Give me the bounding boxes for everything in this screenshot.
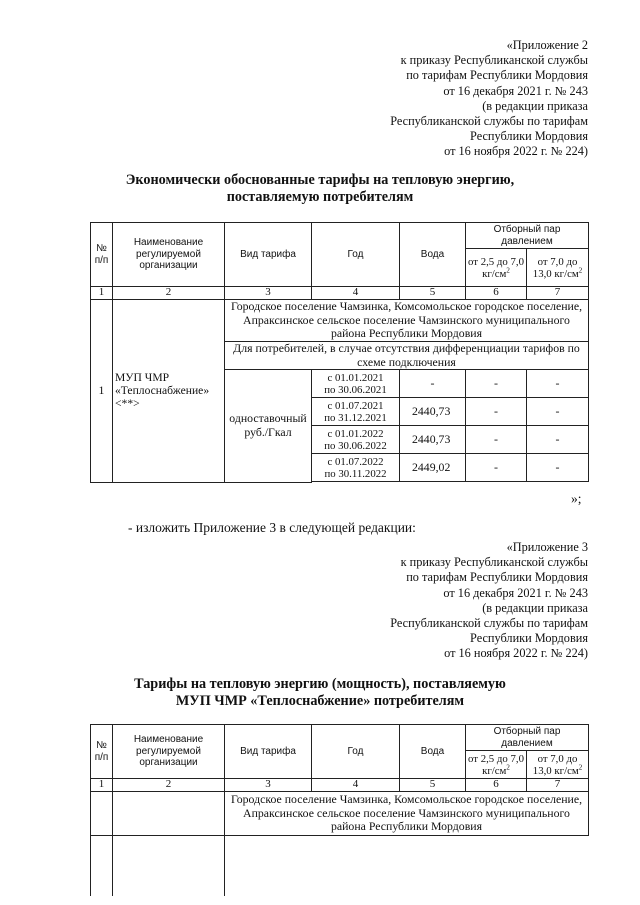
steam-low-value: -	[466, 370, 527, 398]
header-num: № п/п	[91, 725, 113, 779]
header-line: Республиканской службы по тарифам	[390, 114, 588, 129]
column-number-row: 1 2 3 4 5 6 7	[91, 779, 589, 792]
water-value: 2449,02	[400, 454, 466, 482]
table-2-title	[0, 676, 640, 710]
header-line: от 16 декабря 2021 г. № 243	[443, 585, 588, 600]
tariff-table-1	[90, 222, 589, 483]
title-line: поставляемую потребителям	[226, 189, 414, 205]
header-steam: Отборный пар давлением	[466, 725, 589, 751]
period: с 01.01.2022 по 30.06.2022	[312, 426, 400, 454]
steam-low-value: -	[466, 398, 527, 426]
header-line: (в редакции приказа	[482, 98, 588, 113]
header-line: от 16 ноября 2022 г. № 224)	[444, 646, 588, 661]
title-line: Экономически обоснованные тарифы на тепловую энергию,	[125, 172, 515, 188]
appendix-3-header	[390, 540, 588, 662]
tariff-type: одноставочный руб./Гкал	[225, 370, 312, 483]
steam-high-value: -	[527, 454, 589, 482]
table-1-title	[0, 172, 640, 206]
settlement-note: Городское поселение Чамзинка, Комсомольское городское поселение, Апраксинское сельское поселение Чамзинского муниципального района Республики Мордовия	[225, 300, 589, 342]
header-line: Республиканской службы по тарифам	[390, 616, 588, 631]
header-line: по тарифам Республики Мордовия	[406, 68, 588, 83]
appendix-2-header	[390, 38, 588, 160]
header-line: к приказу Республиканской службы	[400, 555, 588, 570]
header-line: от 16 декабря 2021 г. № 243	[443, 83, 588, 98]
header-steam-low: от 2,5 до 7,0 $кг/см^2$	[466, 751, 527, 779]
tariff-table-2	[90, 724, 589, 896]
period: с 01.07.2022 по 30.11.2022	[312, 454, 400, 482]
header-line: по тарифам Республики Мордовия	[406, 570, 588, 585]
header-steam-high: от 7,0 до 13,0 $кг/см^2$	[527, 751, 589, 779]
steam-low-value: -	[466, 454, 527, 482]
header-year: Год	[312, 725, 400, 779]
header-num: № п/п	[91, 223, 113, 287]
water-value: 2440,73	[400, 426, 466, 454]
header-tariff-type: Вид тарифа	[225, 223, 312, 287]
header-org: Наименование регулируемой организации	[113, 223, 225, 287]
header-line: Республики Мордовия	[470, 129, 588, 144]
title-line: МУП ЧМР «Теплоснабжение» потребителям	[175, 693, 465, 709]
header-tariff-type: Вид тарифа	[225, 725, 312, 779]
header-steam: Отборный пар давлением	[466, 223, 589, 249]
header-line: Республики Мордовия	[470, 631, 588, 646]
header-line: «Приложение 3	[506, 540, 588, 554]
period: с 01.07.2021 по 31.12.2021	[312, 398, 400, 426]
row-number: 1	[91, 300, 113, 483]
period: с 01.01.2021 по 30.06.2021	[312, 370, 400, 398]
header-org: Наименование регулируемой организации	[113, 725, 225, 779]
header-water: Вода	[400, 725, 466, 779]
water-value: 2440,73	[400, 398, 466, 426]
settlement-note: Городское поселение Чамзинка, Комсомольское городское поселение, Апраксинское сельское поселение Чамзинского муниципального района Республики Мордовия	[225, 792, 589, 836]
consumer-note: Для потребителей, в случае отсутствия дифференциации тарифов по схеме подключения	[225, 342, 589, 370]
steam-high-value: -	[527, 398, 589, 426]
header-steam-high: от 7,0 до 13,0 $кг/см^2$	[527, 249, 589, 287]
water-value: -	[400, 370, 466, 398]
header-water: Вода	[400, 223, 466, 287]
header-line: «Приложение 2	[506, 38, 588, 52]
org-name: МУП ЧМР «Теплоснабжение» <**>	[113, 300, 225, 483]
steam-low-value: -	[466, 426, 527, 454]
closing-quote: »;	[571, 491, 582, 506]
steam-high-value: -	[527, 426, 589, 454]
steam-high-value: -	[527, 370, 589, 398]
instruction-text: - изложить Приложение 3 в следующей редакции:	[128, 520, 416, 535]
header-line: от 16 ноября 2022 г. № 224)	[444, 144, 588, 159]
header-year: Год	[312, 223, 400, 287]
title-line: Тарифы на тепловую энергию (мощность), поставляемую	[134, 676, 506, 692]
header-line: к приказу Республиканской службы	[400, 53, 588, 68]
header-steam-low: от 2,5 до 7,0 $кг/см^2$	[466, 249, 527, 287]
header-line: (в редакции приказа	[482, 600, 588, 615]
column-number-row: 1 2 3 4 5 6 7	[91, 287, 589, 300]
